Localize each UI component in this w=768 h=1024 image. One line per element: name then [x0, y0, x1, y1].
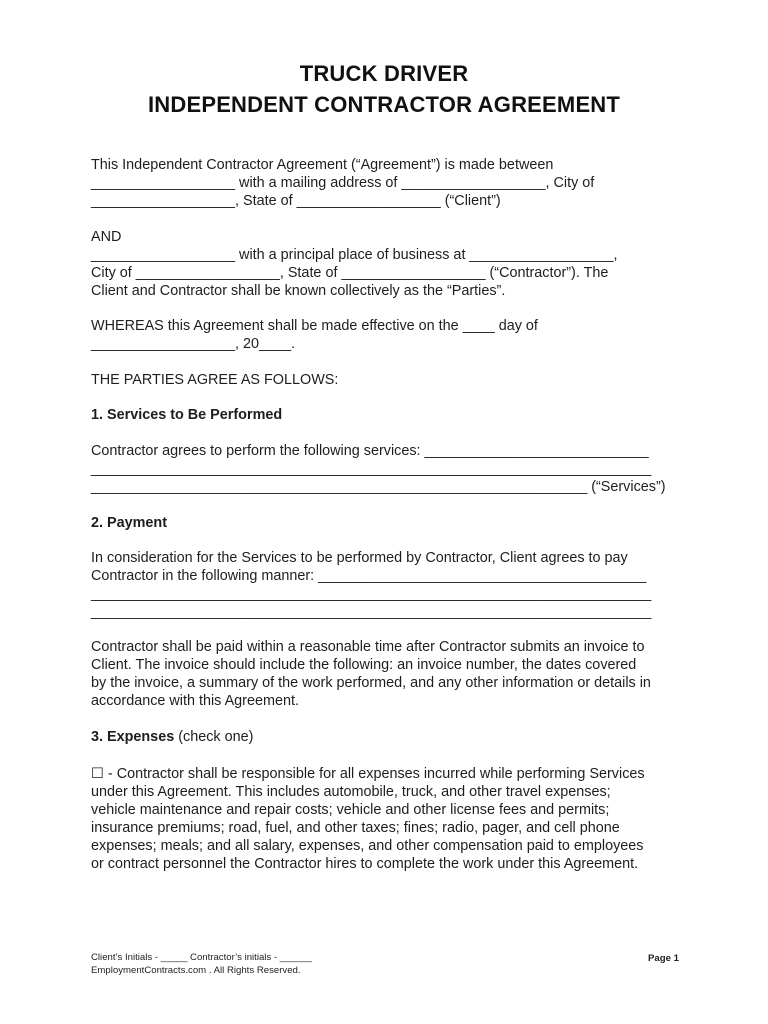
invoice-paragraph	[91, 638, 691, 710]
document-title-line2: INDEPENDENT CONTRACTOR AGREEMENT	[147, 92, 621, 117]
intro-paragraph	[91, 156, 691, 210]
footer-initials: Client’s Initials - _____ Contractor’s initials - ______	[91, 952, 312, 963]
contractor-line-2: City of __________________, State of __________________ (“Contractor”). The	[91, 265, 609, 281]
expenses-option-line-6: or contract personnel the Contractor hires to complete the work under this Agreement.	[91, 856, 639, 872]
contractor-paragraph	[91, 228, 691, 300]
page-number: Page 1	[648, 953, 679, 964]
section3-heading: 3. Expenses	[91, 729, 175, 745]
section2-heading: 2. Payment	[91, 515, 167, 531]
expenses-option-line-5: expenses; meals; and all salary, expenses, and other compensation paid to employees	[91, 838, 644, 854]
invoice-line-4: accordance with this Agreement.	[91, 693, 299, 709]
intro-line-2: __________________ with a mailing address of __________________, City of	[91, 175, 595, 191]
section3-heading-note: (check one)	[174, 729, 254, 745]
invoice-line-3: by the invoice, a summary of the work performed, and any other information or details in	[91, 675, 651, 691]
expenses-option-contractor	[91, 765, 691, 873]
section1-heading: 1. Services to Be Performed	[91, 407, 283, 423]
expenses-option-line-3: vehicle maintenance and repair costs; vehicle and other license fees and permits;	[91, 802, 610, 818]
whereas-line-2: __________________, 20____.	[91, 336, 296, 352]
whereas-line-1: WHEREAS this Agreement shall be made effective on the ____ day of	[91, 318, 538, 334]
section1-line-3: ______________________________________________________________ (“Services”)	[91, 479, 666, 495]
invoice-line-1: Contractor shall be paid within a reasonable time after Contractor submits an invoice to	[91, 639, 645, 655]
section2-line-3: ______________________________________________________________________	[91, 586, 652, 602]
section3-heading-row	[91, 728, 691, 746]
contractor-line-1: __________________ with a principal place of business at __________________,	[91, 247, 618, 263]
section2-line-4: ______________________________________________________________________	[91, 604, 652, 620]
whereas-paragraph	[91, 317, 691, 353]
section1-line-1: Contractor agrees to perform the following services: ____________________________	[91, 443, 649, 459]
invoice-line-2: Client. The invoice should include the following: an invoice number, the dates covered	[91, 657, 637, 673]
intro-line-1: This Independent Contractor Agreement (“Agreement”) is made between	[91, 157, 554, 173]
expenses-option-line-4: insurance premiums; road, fuel, and other taxes; fines; radio, pager, and cell phone	[91, 820, 620, 836]
expenses-option-line-2: under this Agreement. This includes automobile, truck, and other travel expenses;	[91, 784, 611, 800]
parties-agree-text: THE PARTIES AGREE AS FOLLOWS:	[91, 372, 339, 388]
section2-line-2: Contractor in the following manner: _________________________________________	[91, 568, 647, 584]
contractor-line-3: Client and Contractor shall be known collectively as the “Parties”.	[91, 283, 506, 299]
section2-line-1: In consideration for the Services to be performed by Contractor, Client agrees to pay	[91, 550, 628, 566]
and-label: AND	[91, 229, 122, 245]
intro-line-3: __________________, State of __________________ (“Client”)	[91, 193, 501, 209]
section1-body	[91, 442, 691, 496]
parties-agree-paragraph	[91, 371, 691, 389]
document-title-line1: TRUCK DRIVER	[299, 61, 469, 86]
footer-copyright: EmploymentContracts.com . All Rights Reserved.	[91, 965, 301, 976]
section1-line-2: ______________________________________________________________________	[91, 461, 652, 477]
section2-body	[91, 549, 691, 621]
footer	[91, 951, 312, 977]
expenses-option-line-1[interactable]: ☐ - Contractor shall be responsible for all expenses incurred while performing Services	[91, 766, 645, 782]
